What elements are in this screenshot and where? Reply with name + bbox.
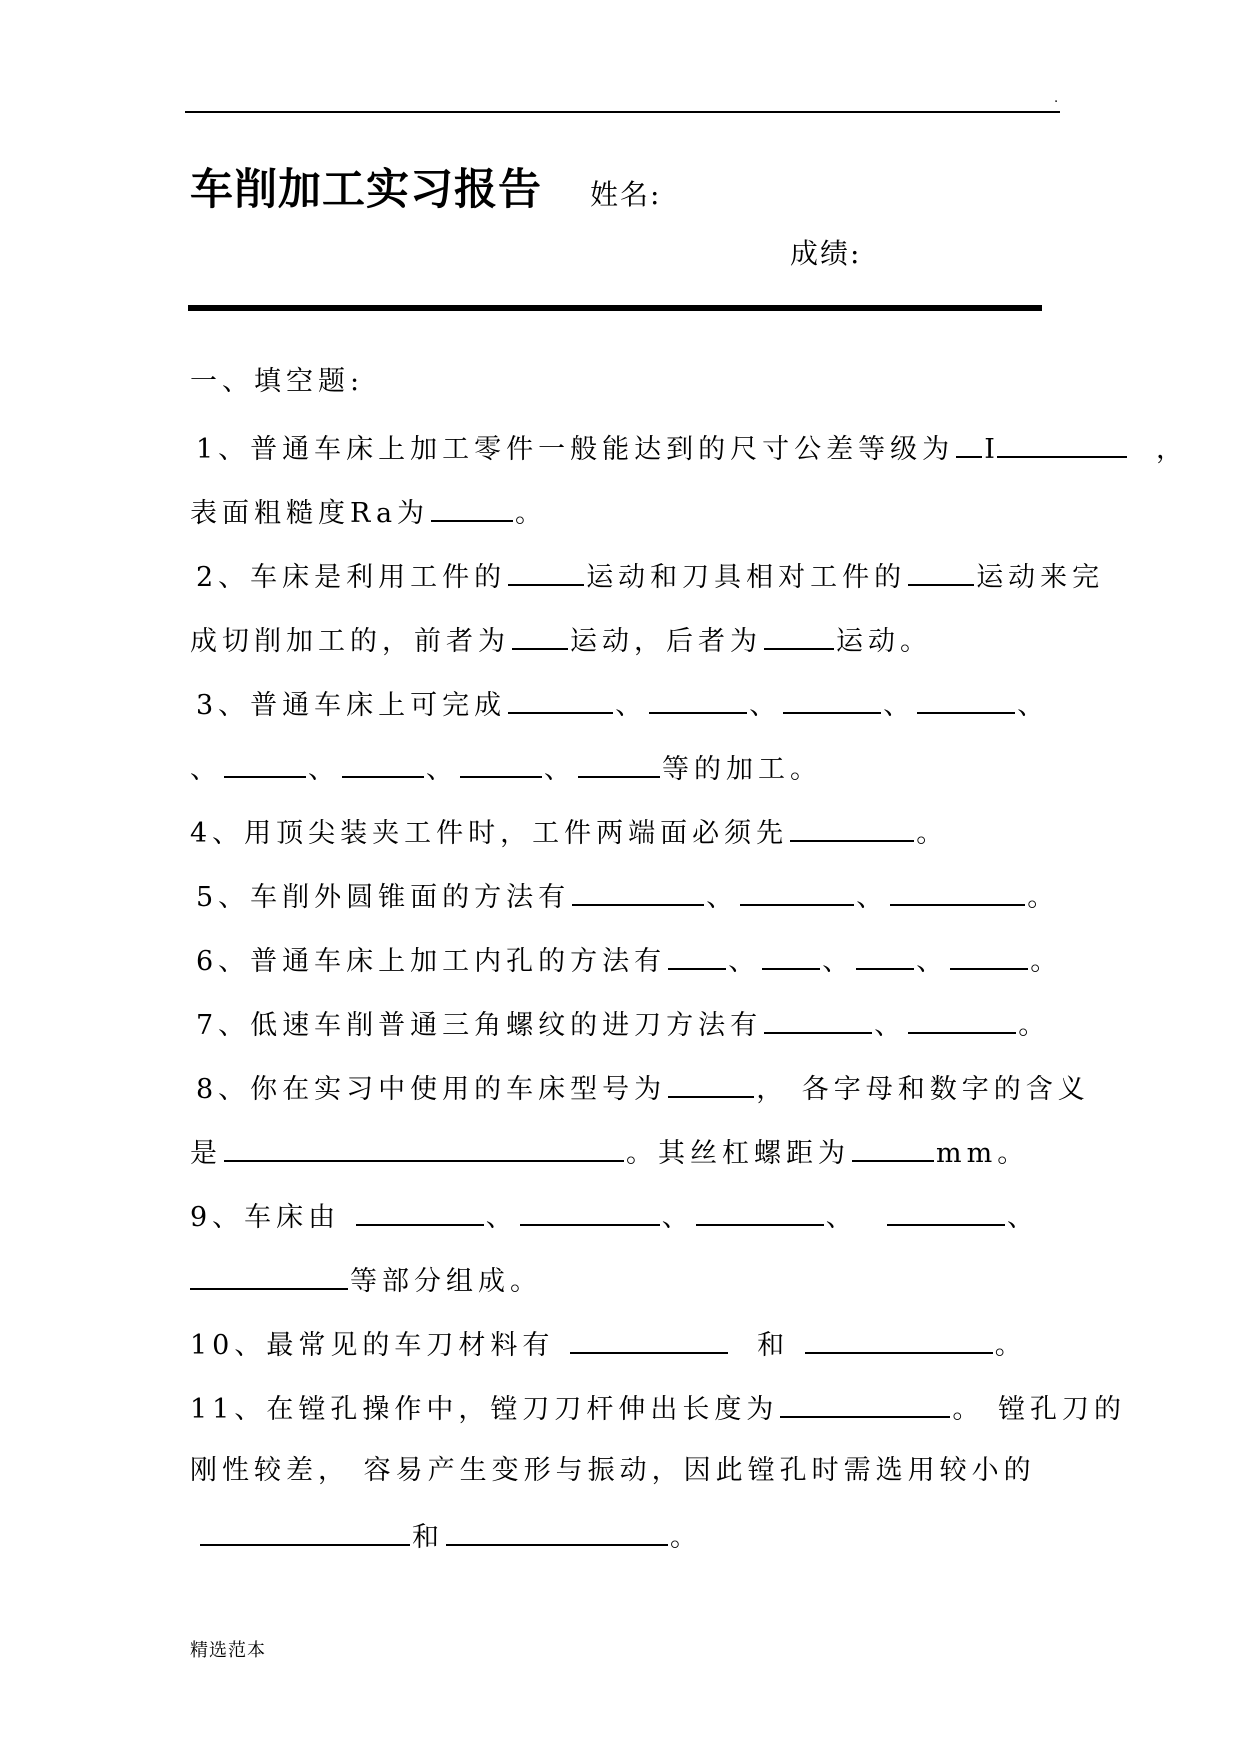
answer-blank[interactable]	[668, 1073, 754, 1098]
answer-blank[interactable]	[696, 1201, 824, 1226]
question-8-line-1: 8、你在实习中使用的车床型号为 ， 各字母和数字的含义	[196, 1074, 1090, 1105]
answer-blank[interactable]	[856, 945, 914, 970]
answer-blank[interactable]	[790, 817, 914, 842]
answer-blank[interactable]	[578, 753, 660, 778]
question-6: 6、普通车床上加工内孔的方法有 、 、 、 。	[196, 946, 1063, 977]
question-2-line-2: 成切削加工的，前者为 运动，后者为 运动。	[190, 626, 932, 657]
answer-blank[interactable]	[520, 1201, 660, 1226]
answer-blank[interactable]	[356, 1201, 484, 1226]
answer-blank[interactable]	[852, 1137, 934, 1162]
answer-blank[interactable]	[446, 1521, 668, 1546]
answer-blank[interactable]	[950, 945, 1028, 970]
section-heading: 一、填空题:	[190, 366, 365, 397]
answer-blank[interactable]	[649, 689, 747, 714]
answer-blank[interactable]	[956, 433, 982, 458]
question-9-line-2: 等部分组成。	[190, 1265, 542, 1295]
question-4: 4、用顶尖装夹工件时，工件两端面必须先 。	[190, 818, 949, 849]
answer-blank[interactable]	[224, 753, 306, 778]
question-3-line-1: 3、普通车床上可完成 、 、 、 、	[196, 690, 1050, 721]
answer-blank[interactable]	[887, 1201, 1005, 1226]
question-8-line-2: 是 。其丝杠螺距为 mm。	[190, 1138, 1030, 1169]
answer-blank[interactable]	[342, 753, 424, 778]
footer-text: 精选范本	[190, 1640, 266, 1661]
question-1-line-1: 1、普通车床上加工零件一般能达到的尺寸公差等级为 I ，	[196, 434, 1189, 465]
answer-blank[interactable]	[570, 1329, 728, 1354]
question-11-line-3: 和 。	[200, 1521, 702, 1551]
question-7: 7、低速车削普通三角螺纹的进刀方法有 、 。	[196, 1010, 1051, 1041]
page-title: 车削加工实习报告	[190, 165, 542, 215]
answer-blank[interactable]	[783, 689, 881, 714]
answer-blank[interactable]	[764, 625, 834, 650]
answer-blank[interactable]	[190, 1265, 348, 1290]
answer-blank[interactable]	[908, 561, 974, 586]
question-3-line-2: 、 、 、 、 等的加工。	[190, 754, 822, 785]
answer-blank[interactable]	[512, 625, 568, 650]
answer-blank[interactable]	[997, 433, 1127, 458]
question-1-line-2: 表面粗糙度Ra为 。	[190, 498, 548, 529]
title-row	[190, 156, 661, 220]
answer-blank[interactable]	[668, 945, 726, 970]
answer-blank[interactable]	[460, 753, 542, 778]
answer-blank[interactable]	[572, 881, 704, 906]
answer-fill: I	[984, 434, 995, 465]
answer-blank[interactable]	[908, 1009, 1016, 1034]
score-label: 成绩:	[790, 237, 862, 270]
answer-blank[interactable]	[224, 1137, 624, 1162]
title-rule	[188, 305, 1042, 311]
page-mark: .	[1054, 91, 1059, 106]
answer-blank[interactable]	[508, 689, 613, 714]
answer-blank[interactable]	[917, 689, 1015, 714]
question-9-line-1: 9、车床由 、 、 、 、	[190, 1202, 1039, 1233]
answer-blank[interactable]	[762, 945, 820, 970]
answer-blank[interactable]	[200, 1521, 410, 1546]
answer-blank[interactable]	[431, 497, 513, 522]
question-2-line-1: 2、车床是利用工件的 运动和刀具相对工件的 运动来完	[196, 562, 1105, 593]
question-11-line-2: 刚性较差， 容易产生变形与振动，因此镗孔时需选用较小的	[190, 1455, 1036, 1486]
answer-blank[interactable]	[805, 1329, 993, 1354]
answer-blank[interactable]	[740, 881, 854, 906]
answer-blank[interactable]	[764, 1009, 872, 1034]
question-5: 5、车削外圆锥面的方法有 、 、 。	[196, 882, 1060, 913]
answer-blank[interactable]	[508, 561, 584, 586]
question-11-line-1: 11、在镗孔操作中，镗刀刀杆伸出长度为 。 镗孔刀的	[190, 1394, 1126, 1425]
answer-blank[interactable]	[780, 1393, 950, 1418]
name-label: 姓名:	[590, 178, 662, 211]
answer-blank[interactable]	[890, 881, 1025, 906]
header-rule	[185, 111, 1060, 113]
question-10: 10、最常见的车刀材料有 和 。	[190, 1330, 1027, 1361]
